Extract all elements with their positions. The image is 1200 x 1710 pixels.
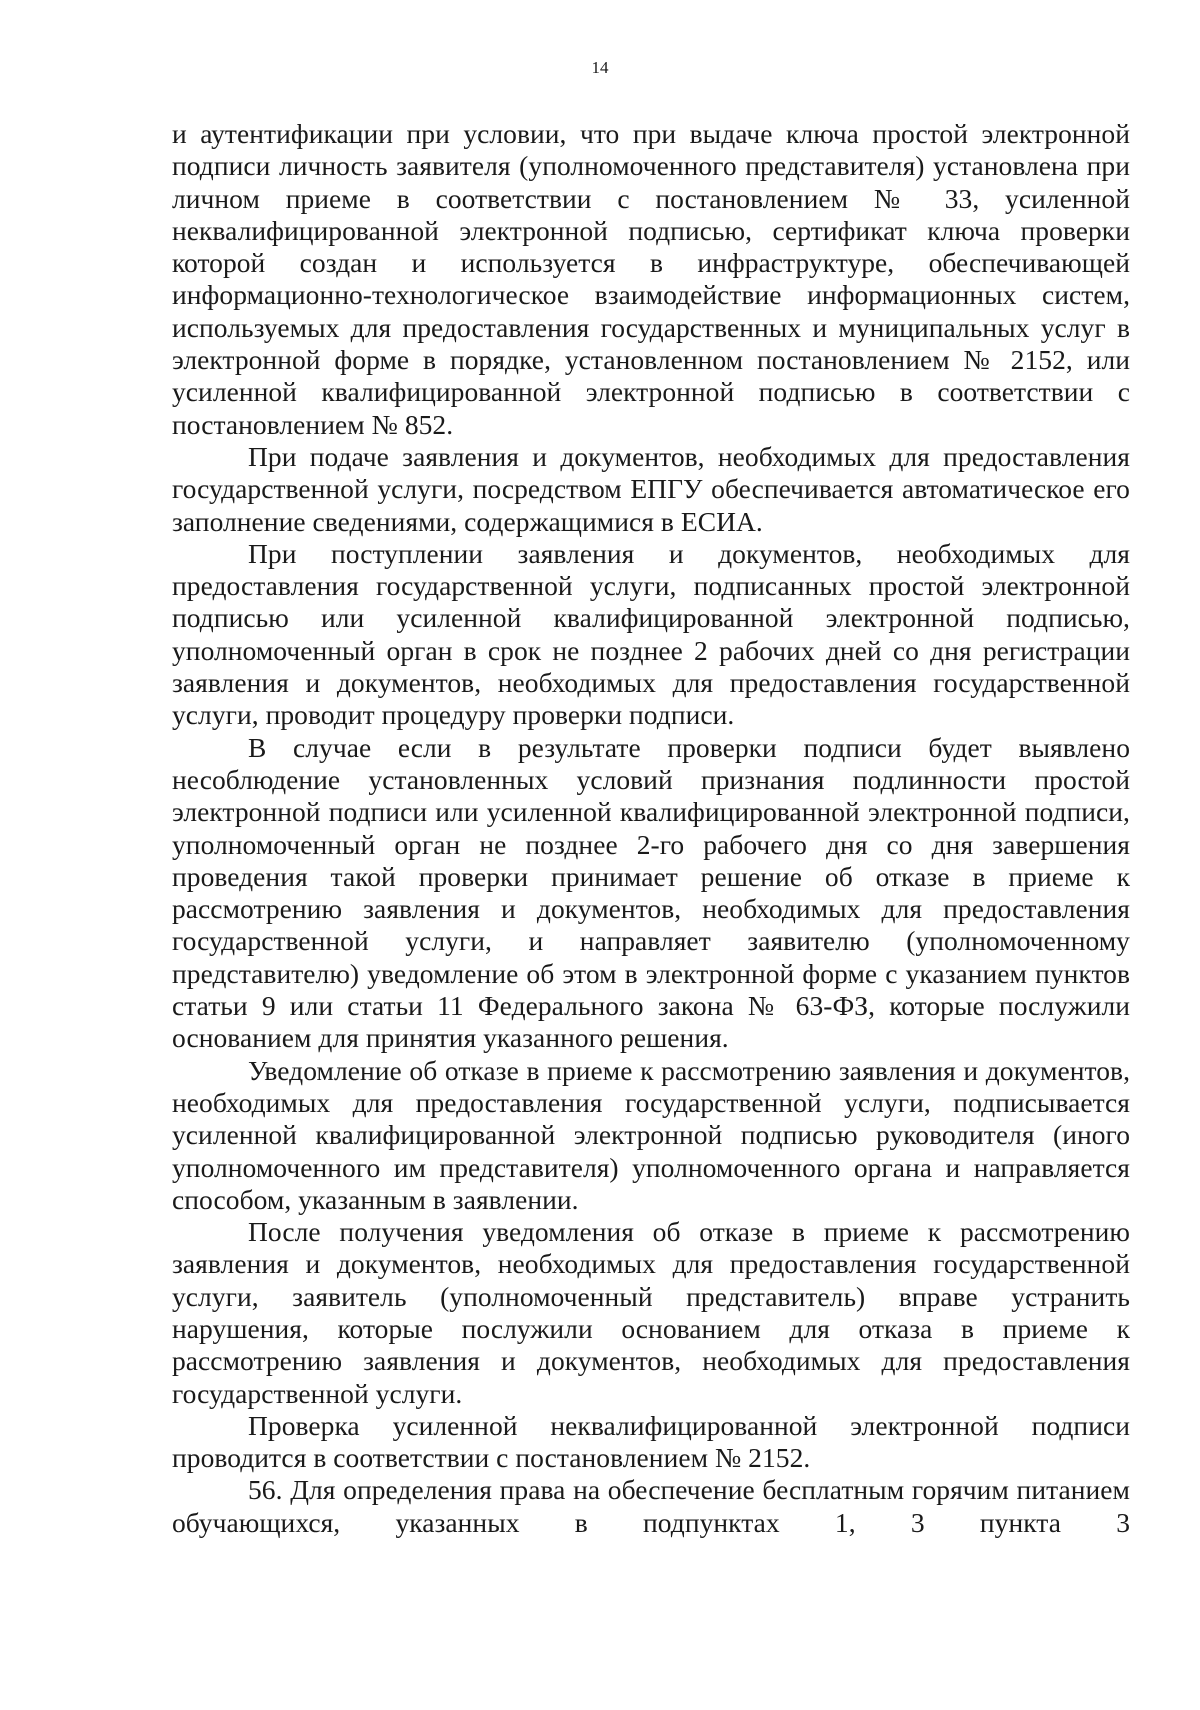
paragraph-epgu-autofill: При подаче заявления и документов, необходимых для предоставления государственной услуги, посредством ЕПГУ обеспечивается автоматическое его заполнение сведениями, содержащимися в ЕСИА. [172,440,1130,537]
paragraph-after-notice: После получения уведомления об отказе в приеме к рассмотрению заявления и документов, необходимых для предоставления государственной услуги, заявитель (уполномоченный представитель) вправе устранить нарушения, которые послужили основанием для отказа в приеме к рассмотрению заявления и документов, необходимых для предоставления государственной услуги. [172,1216,1130,1409]
paragraph-authentication-conditions: и аутентификации при условии, что при выдаче ключа простой электронной подписи личность заявителя (уполномоченного представителя) установлена при личном приеме в соответствии с постановлением № 33, усиленной неквалифицированной электронной подписью, сертификат ключа проверки которой создан и используется в инфраструктуре, обеспечивающей информационно-технологическое взаимодействие информационных систем, используемых для предоставления государственных и муниципальных услуг в электронной форме в порядке, установленном постановлением № 2152, или усиленной квалифицированной электронной подписью в соответствии с постановлением № 852. [172,118,1130,440]
paragraph-refusal-notice: Уведомление об отказе в приеме к рассмотрению заявления и документов, необходимых для предоставления государственной услуги, подписывается усиленной квалифицированной электронной подписью руководителя (иного уполномоченного им представителя) уполномоченного органа и направляется способом, указанным в заявлении. [172,1054,1130,1215]
document-body [172,118,1130,1539]
page-number: 14 [591,58,609,77]
paragraph-refusal-decision: В случае если в результате проверки подписи будет выявлено несоблюдение установленных условий признания подлинности простой электронной подписи или усиленной квалифицированной электронной подписи, уполномоченный орган не позднее 2-го рабочего дня со дня завершения проведения такой проверки принимает решение об отказе в приеме к рассмотрению заявления и документов, необходимых для предоставления государственной услуги, и направляет заявителю (уполномоченному представителю) уведомление об этом в электронной форме с указанием пунктов статьи 9 или статьи 11 Федерального закона № 63-ФЗ, которые послужили основанием для принятия указанного решения. [172,731,1130,1054]
paragraph-unqualified-signature-check: Проверка усиленной неквалифицированной электронной подписи проводится в соответствии с постановлением № 2152. [172,1409,1130,1474]
paragraph-item-56: 56. Для определения права на обеспечение бесплатным горячим питанием обучающихся, указанных в подпунктах 1, 3 пункта 3 [172,1474,1130,1538]
paragraph-signature-check: При поступлении заявления и документов, необходимых для предоставления государственной услуги, подписанных простой электронной подписью или усиленной квалифицированной электронной подписью, уполномоченный орган в срок не позднее 2 рабочих дней со дня регистрации заявления и документов, необходимых для предоставления государственной услуги, проводит процедуру проверки подписи. [172,537,1130,731]
